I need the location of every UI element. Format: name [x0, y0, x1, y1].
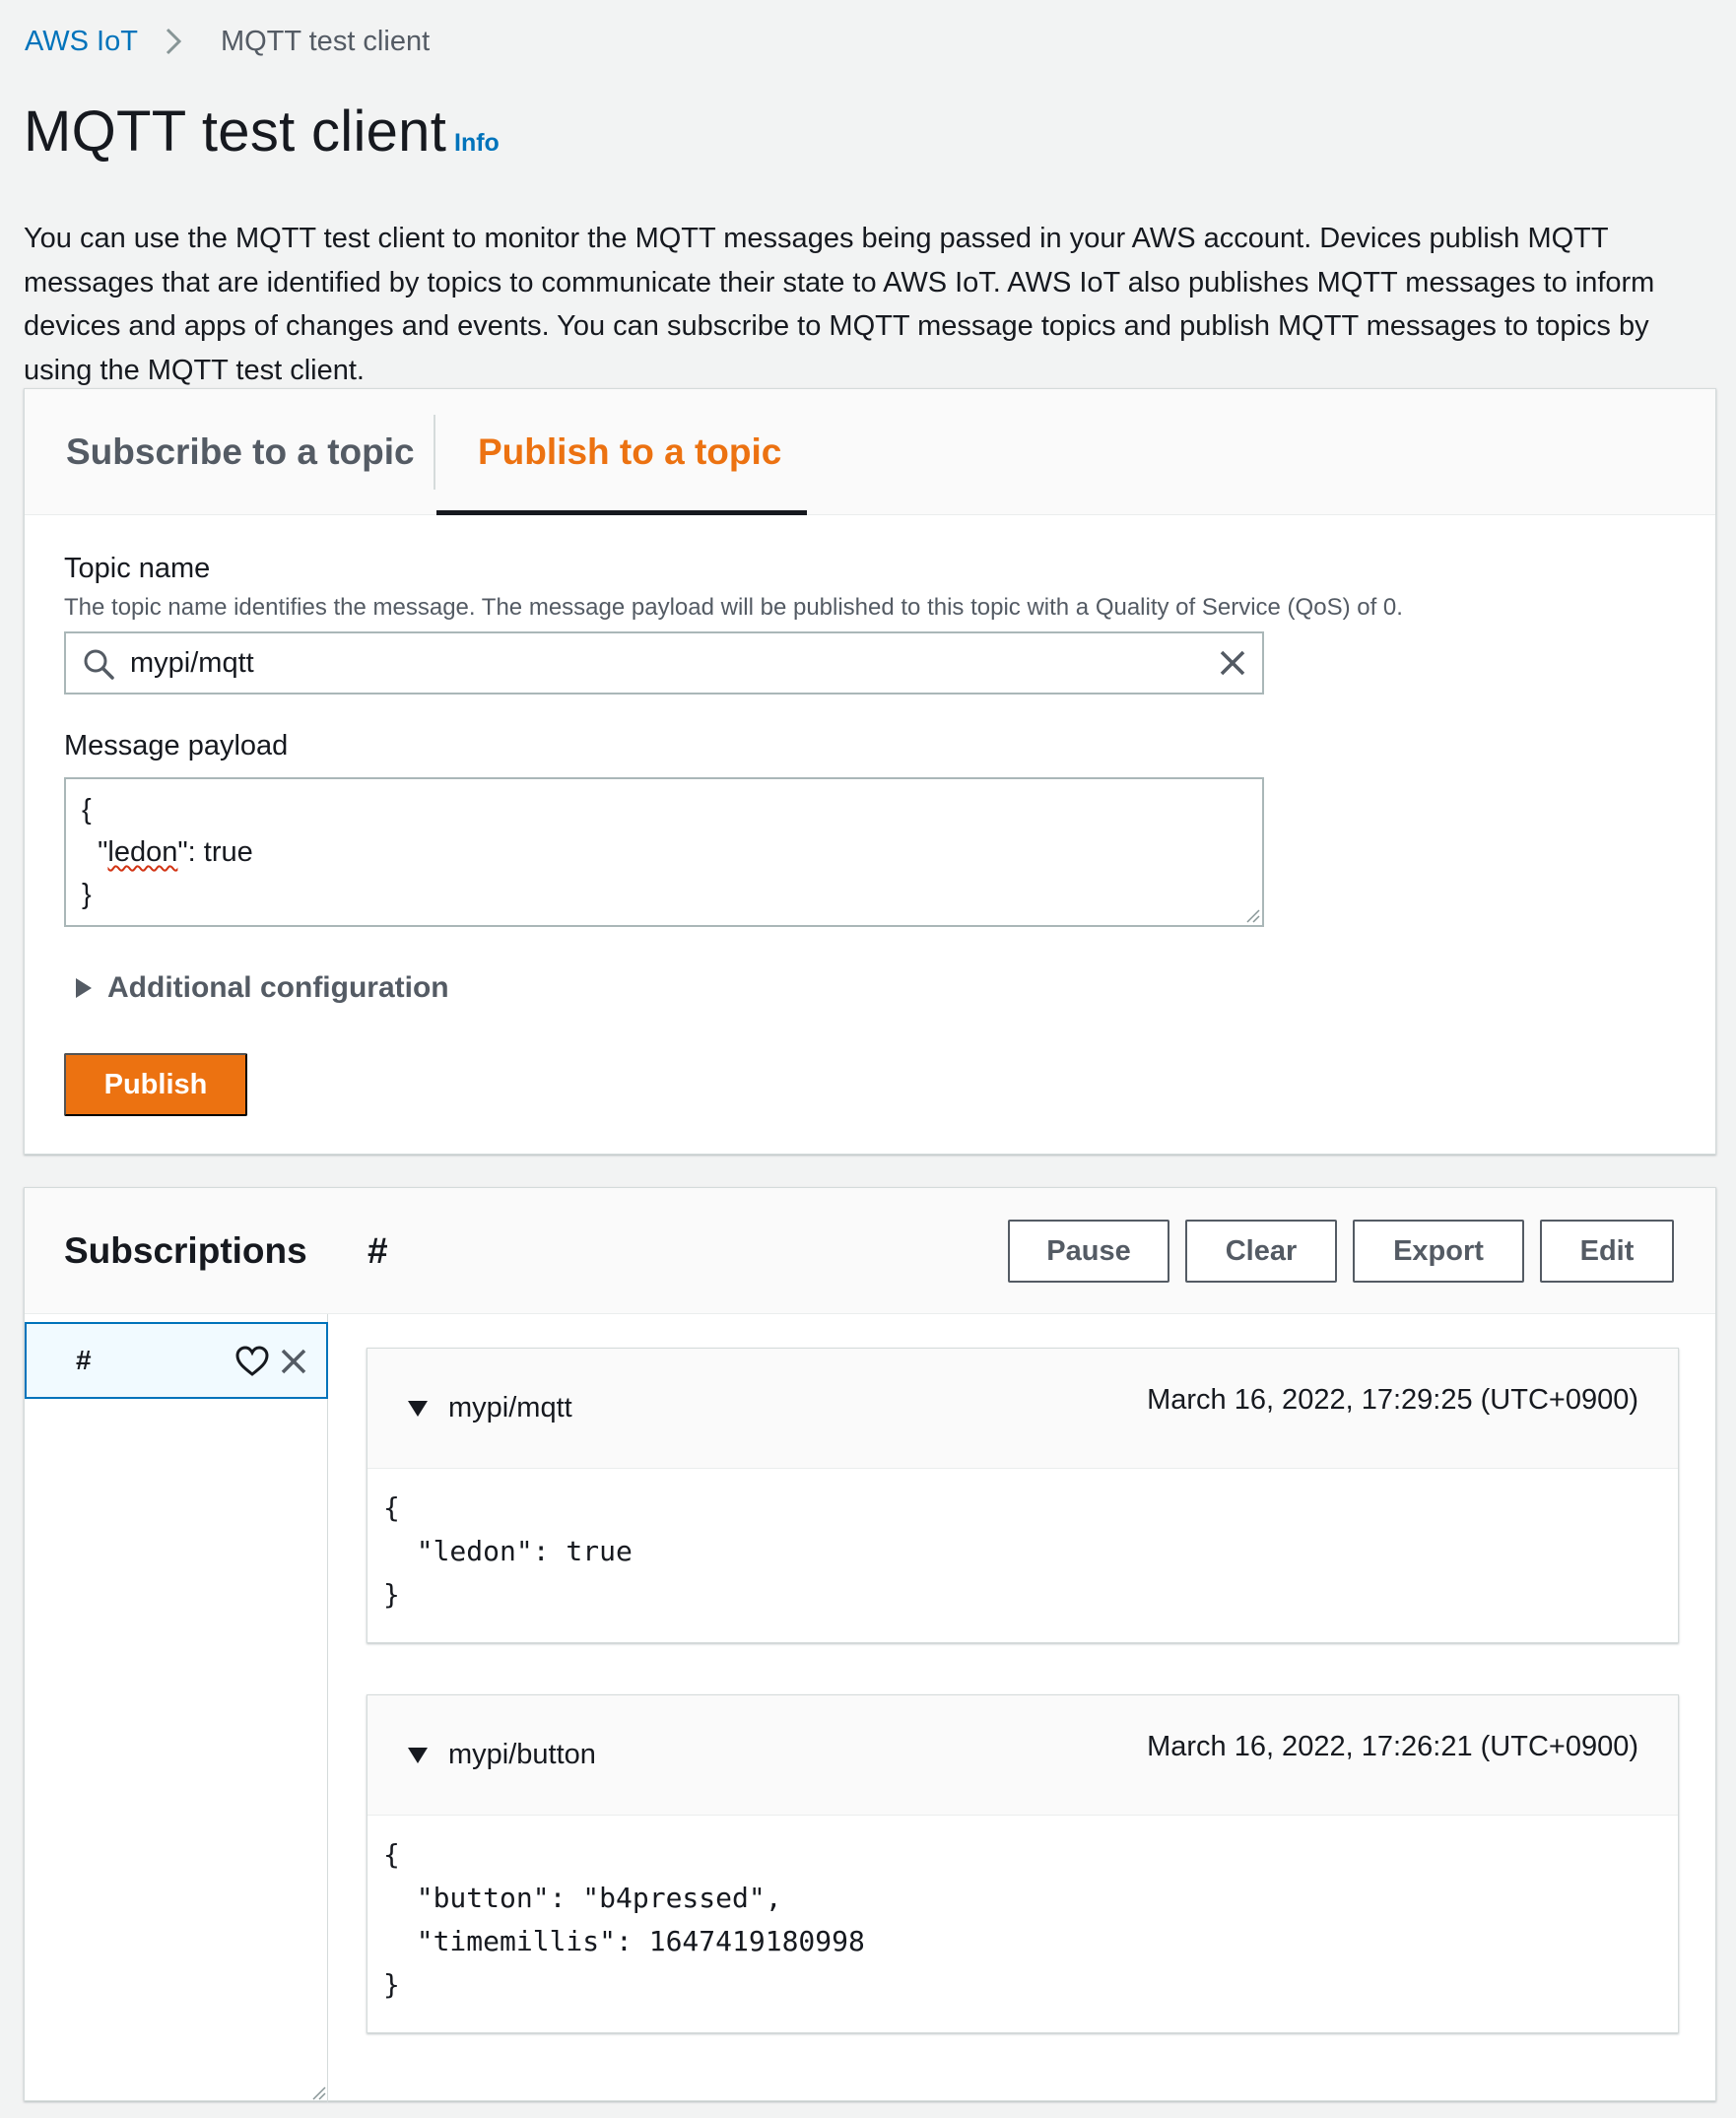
topic-name-value: mypi/mqtt — [130, 646, 254, 679]
payload-line: "ledon": true — [82, 836, 253, 868]
search-icon — [82, 647, 115, 681]
message-topic: mypi/button — [448, 1739, 596, 1770]
message-timestamp: March 16, 2022, 17:26:21 (UTC+0900) — [1147, 1731, 1638, 1762]
edit-button[interactable]: Edit — [1540, 1220, 1674, 1283]
close-icon[interactable] — [279, 1347, 308, 1376]
page-description: You can use the MQTT test client to monitor the MQTT messages being passed in your AWS account. Devices publish MQTT messages that are identified by topics to communicate their state to AWS IoT. AWS IoT also publishes MQTT messages to inform devices and apps of changes and events. You can subscribe to MQTT message topics and publish MQTT messages to topics by using the MQTT test client. — [24, 223, 1655, 386]
caret-right-icon — [74, 976, 94, 1000]
message-header[interactable] — [367, 1695, 1678, 1816]
resize-handle-icon[interactable] — [310, 2085, 326, 2100]
resize-handle-icon[interactable] — [1244, 907, 1260, 923]
publish-subscribe-panel — [24, 388, 1716, 1155]
message-payload: { "button": "b4pressed", "timemillis": 1647419180998 } — [383, 1838, 865, 2001]
tab-divider — [434, 415, 435, 490]
message-payload: { "ledon": true } — [383, 1491, 633, 1611]
tab-publish[interactable]: Publish to a topic — [478, 431, 782, 472]
breadcrumb — [25, 22, 430, 61]
export-button[interactable]: Export — [1353, 1220, 1524, 1283]
clear-button[interactable]: Clear — [1185, 1220, 1337, 1283]
additional-configuration-toggle[interactable] — [74, 968, 449, 1008]
topic-name-label: Topic name — [64, 553, 211, 584]
payload-line: { — [82, 794, 92, 826]
subscriptions-title: Subscriptions — [64, 1230, 307, 1271]
close-icon[interactable] — [1217, 647, 1248, 679]
subscription-item-name: # — [76, 1345, 92, 1375]
chevron-right-icon — [154, 22, 193, 61]
subscription-list — [25, 1314, 328, 2102]
heart-icon[interactable] — [235, 1346, 269, 1377]
message-timestamp: March 16, 2022, 17:29:25 (UTC+0900) — [1147, 1384, 1638, 1416]
message-payload-textarea[interactable] — [64, 777, 1264, 927]
message-topic: mypi/mqtt — [448, 1392, 572, 1423]
message-card — [367, 1348, 1679, 1643]
caret-down-icon — [407, 1400, 429, 1418]
subscriptions-panel — [24, 1187, 1716, 2101]
breadcrumb-aws-iot-link[interactable]: AWS IoT — [25, 25, 138, 57]
message-header[interactable] — [367, 1349, 1678, 1469]
tab-subscribe[interactable]: Subscribe to a topic — [66, 431, 415, 472]
subscriptions-header — [25, 1188, 1715, 1314]
page-title: MQTT test client — [24, 99, 447, 164]
active-tab-indicator — [436, 510, 807, 515]
publish-button[interactable]: Publish — [64, 1053, 247, 1116]
message-card — [367, 1694, 1679, 2033]
spellcheck-word: ledon — [107, 836, 178, 868]
topic-name-description: The topic name identifies the message. The message payload will be published to this topic with a Quality of Service (QoS) of 0. — [64, 594, 1403, 621]
payload-line: } — [82, 879, 92, 910]
info-link[interactable]: Info — [454, 129, 500, 157]
additional-configuration-label: Additional configuration — [107, 971, 449, 1004]
selected-subscription-topic: # — [367, 1230, 388, 1271]
pause-button[interactable]: Pause — [1008, 1220, 1169, 1283]
tabs-bar — [25, 389, 1715, 515]
breadcrumb-current: MQTT test client — [220, 25, 431, 57]
subscription-item[interactable] — [25, 1322, 328, 1399]
caret-down-icon — [407, 1747, 429, 1764]
topic-name-input[interactable] — [64, 631, 1264, 695]
message-payload-label: Message payload — [64, 730, 289, 761]
